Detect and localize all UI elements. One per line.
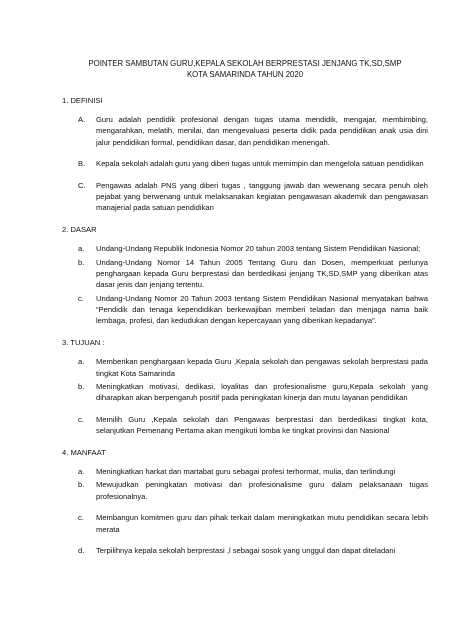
list-item-text: Undang-Undang Nomor 20 Tahun 2003 tentang Sistem Pendidikan Nasional menyatakan bahwa “Pendidik dan tenaga kependidikan berkewajiban memberi teladan dan menjaga nama baik lembaga, profesi, dan kedudukan dengan kepercayaan yang diberikan kepadanya”.: [96, 293, 428, 326]
list-marker: b.: [78, 257, 85, 267]
list-marker: c.: [78, 513, 84, 523]
list-item-text: Meningkatkan harkat dan martabat guru sebagai profesi terhormat, mulia, dan terlindungi: [96, 466, 396, 476]
list-item-text: Memilih Guru ,Kepala sekolah dan Pengawas berprestasi dan berdedikasi tingkat kota, selanjutkan Pemenang Pertama akan mengikuti lomba ke tingkat provinsi dan Nasional: [96, 414, 428, 436]
list-item: [62, 158, 428, 169]
title-line-1: POINTER SAMBUTAN GURU,KEPALA SEKOLAH BERPRESTASI JENJANG TK,SD,SMP: [88, 59, 402, 68]
list-item: [62, 381, 428, 404]
section-heading: 4. MANFAAT: [62, 447, 106, 457]
list-item: [62, 356, 428, 379]
list-item-text: Undang-Undang Nomor 14 Tahun 2005 Tentang Guru dan Dosen, memperkuat perlunya penghargaan kepada Guru berprestasi dan berdedikasi jenjang TK,SD,SMP yang diberikan atas dasar jenis dan jenjang tertentu.: [96, 257, 428, 290]
list-marker: a.: [78, 466, 85, 476]
list-item: [62, 545, 428, 556]
section-heading: 2. DASAR: [62, 224, 97, 234]
section-heading: 3. TUJUAN :: [62, 337, 105, 347]
section-manfaat: [62, 447, 428, 557]
list-item: [62, 293, 428, 327]
section-tujuan: [62, 337, 428, 437]
list-marker: a.: [78, 357, 85, 367]
list-item: [62, 466, 428, 477]
list-item: [62, 243, 428, 254]
list-marker: b.: [78, 480, 85, 490]
document-title: [62, 58, 428, 81]
list-marker: a.: [78, 244, 85, 254]
list-item-text: Terpilihnya kepala sekolah berprestasi ,l sebagai sosok yang unggul dan dapat diteladani: [96, 545, 396, 555]
list-item-text: Undang-Undang Republik Indonesia Nomor 20 tahun 2003 tentang Sistem Pendidikan Nasional;: [96, 244, 421, 254]
section-dasar: [62, 224, 428, 327]
list-marker: c.: [78, 414, 84, 424]
list-item: [62, 512, 428, 535]
list-item: [62, 180, 428, 214]
list-marker: A.: [78, 114, 86, 124]
list-item: [62, 114, 428, 148]
list-marker: B.: [78, 159, 86, 169]
list-marker: C.: [78, 180, 86, 190]
list-item: [62, 479, 428, 502]
list-marker: d.: [78, 545, 85, 555]
section-heading: 1. DEFINISI: [62, 95, 103, 105]
list-item-text: Mewujudkan peningkatan motivasi dan profesionalisme guru dalam pelaksanaan tugas profesionalnya.: [96, 480, 428, 501]
list-item-text: Membangun komitmen guru dan pihak terkait dalam meningkatkan mutu pendidikan secara lebih merata: [96, 513, 428, 534]
list-item-text: Kepala sekolah adalah guru yang diberi tugas untuk memimpin dan mengelola satuan pendidikan: [96, 159, 424, 169]
list-item-text: Meningkatkan motivasi, dedikasi, loyalitas dan profesionalisme guru,Kepala sekolah yang diharapkan akan berpengaruh positif pada peningkatan kinerja dan mutu layanan pendidikan: [96, 382, 428, 403]
list-item-text: Memberikan penghargaan kepada Guru ,Kepala sekolah dan pengawas sekolah berprestasi pada tingkat Kota Samarinda: [96, 357, 428, 378]
list-item-text: Guru adalah pendidik profesional dengan tugas utama mendidik, mengajar, membimbing, mengarahkan, melatih, menilai, dan mengevaluasi peserta didik pada pendidikan anak usia dini jalur pendidikan formal, pendidikan dasar, dan pendidikan menengah.: [96, 114, 428, 147]
section-definisi: [62, 95, 428, 214]
list-marker: b.: [78, 382, 85, 392]
list-item: [62, 257, 428, 291]
list-item: [62, 414, 428, 437]
list-item-text: Pengawas adalah PNS yang diberi tugas , tanggung jawab dan wewenang secara penuh oleh pejabat yang berwenang untuk melaksanakan kegiatan pengawasan akademik dan pengawasan manajerial pada satuan pendidikan: [96, 180, 428, 213]
title-line-2: KOTA SAMARINDA TAHUN 2020: [186, 70, 304, 80]
list-marker: c.: [78, 293, 84, 303]
